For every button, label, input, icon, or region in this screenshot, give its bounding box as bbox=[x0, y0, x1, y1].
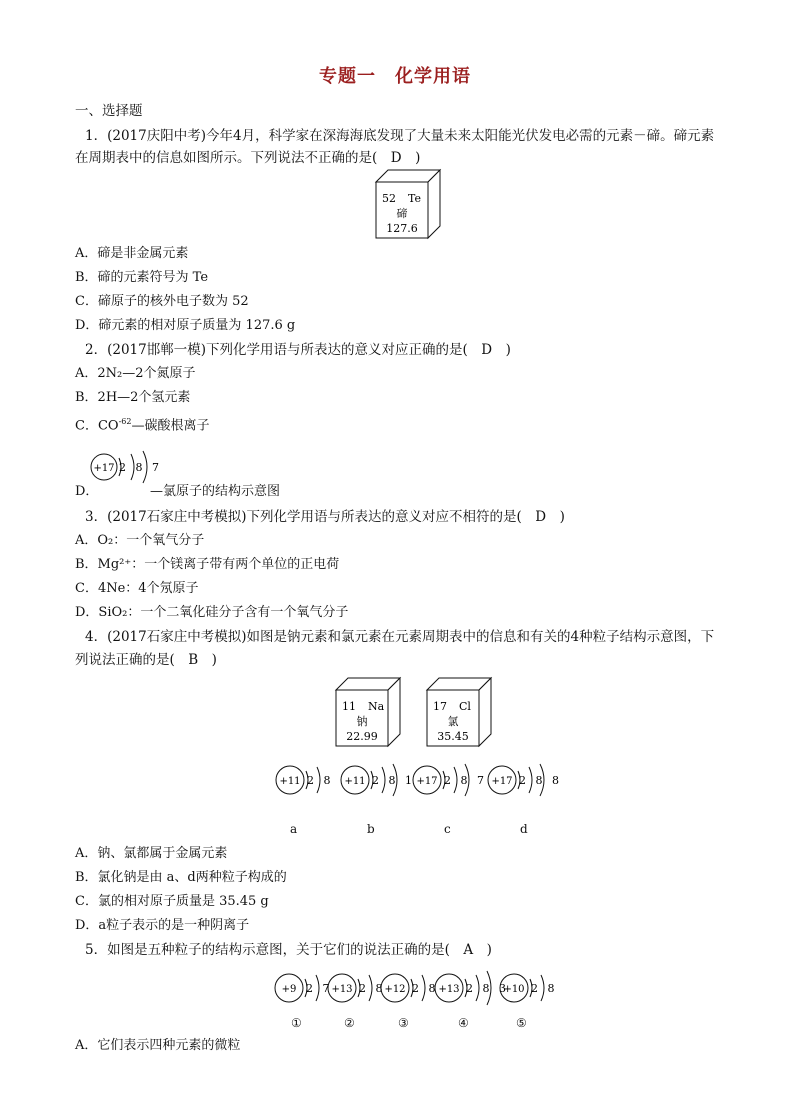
q1-stem-line2: 在周期表中的信息如图所示。下列说法不正确的是( D ) bbox=[75, 150, 421, 166]
tile-symbol: Te bbox=[408, 192, 421, 205]
svg-text:11: 11 bbox=[342, 700, 356, 713]
svg-text:+12: +12 bbox=[384, 984, 406, 995]
q5-stem: 5．如图是五种粒子的结构示意图，关于它们的说法正确的是( A ) bbox=[85, 942, 492, 958]
q1-option-d: D．碲元素的相对原子质量为 127.6 g bbox=[75, 318, 296, 333]
atom-diagram-d bbox=[487, 764, 562, 800]
atom-diagram-c bbox=[412, 764, 487, 800]
svg-text:2 8 1: 2 8 1 bbox=[372, 774, 415, 787]
svg-text:2 8: 2 8 bbox=[531, 982, 558, 995]
svg-text:+9: +9 bbox=[281, 984, 297, 995]
q2-option-b: B．2H—2个氢元素 bbox=[75, 390, 191, 405]
q4-stem-line1: 4．(2017石家庄中考模拟)如图是钠元素和氯元素在元素周期表中的信息和有关的4种粒子结构示意图，下 bbox=[85, 629, 715, 645]
q2-option-c-superscript: -62 bbox=[118, 417, 132, 426]
atom-label-4: ④ bbox=[458, 1016, 469, 1030]
svg-text:2 8: 2 8 bbox=[412, 982, 439, 995]
atom-label-b: b bbox=[367, 822, 375, 836]
svg-text:2 8 7: 2 8 7 bbox=[444, 774, 487, 787]
svg-text:2 8: 2 8 bbox=[307, 774, 334, 787]
svg-text:+10: +10 bbox=[503, 984, 525, 995]
atom-label-c: c bbox=[444, 822, 451, 836]
q4-option-c: C．氯的相对原子质量是 35.45 g bbox=[75, 894, 269, 909]
q2-option-d-label: D． bbox=[75, 484, 99, 499]
q3-option-d: D．SiO₂：一个二氧化硅分子含有一个氧气分子 bbox=[75, 605, 349, 620]
svg-text:2 8: 2 8 bbox=[359, 982, 386, 995]
atom-diagram-1 bbox=[274, 972, 334, 1006]
q3-option-c: C．4Ne：4个氖原子 bbox=[75, 581, 199, 596]
q4-option-d: D．a粒子表示的是一种阴离子 bbox=[75, 918, 250, 933]
section-heading: 一、选择题 bbox=[75, 103, 143, 119]
q2-option-c bbox=[75, 412, 209, 436]
q3-option-a: A．O₂：一个氧气分子 bbox=[75, 533, 205, 548]
element-tile-sodium bbox=[330, 676, 402, 748]
tile-name: 碲 bbox=[396, 207, 408, 220]
svg-text:氯: 氯 bbox=[447, 715, 459, 728]
tile-number: 52 bbox=[382, 192, 396, 205]
q4-stem-line2: 列说法正确的是( B ) bbox=[75, 652, 217, 668]
q2-option-c-formula: C．CO bbox=[75, 418, 119, 434]
q3-option-b: B．Mg²⁺：一个镁离子带有两个单位的正电荷 bbox=[75, 557, 340, 572]
q2-option-c-text: —碳酸根离子 bbox=[131, 418, 210, 434]
svg-text:2 8 3: 2 8 3 bbox=[466, 982, 509, 995]
svg-text:+17: +17 bbox=[416, 776, 438, 787]
svg-text:+13: +13 bbox=[331, 984, 353, 995]
atom-diagram-a bbox=[275, 764, 350, 800]
svg-text:2 8 8: 2 8 8 bbox=[519, 774, 562, 787]
q5-option-a: A．它们表示四种元素的微粒 bbox=[75, 1038, 241, 1053]
svg-text:2 7: 2 7 bbox=[306, 982, 333, 995]
atom-label-a: a bbox=[290, 822, 298, 836]
atom-label-1: ① bbox=[291, 1016, 302, 1030]
page-title: 专题一 化学用语 bbox=[319, 66, 471, 87]
atom-diagram-3 bbox=[380, 972, 440, 1006]
q2-option-d-text: —氯原子的结构示意图 bbox=[150, 484, 281, 499]
svg-text:17: 17 bbox=[433, 700, 447, 713]
element-tile-chlorine bbox=[421, 676, 493, 748]
svg-text:2 8 7: 2 8 7 bbox=[119, 461, 162, 474]
q2-stem: 2．(2017邯郸一模)下列化学用语与所表达的意义对应正确的是( D ) bbox=[85, 342, 511, 358]
atom-diagram-2 bbox=[327, 972, 387, 1006]
svg-text:Na: Na bbox=[368, 700, 385, 713]
atom-diagram-5 bbox=[499, 972, 559, 1006]
atom-label-2: ② bbox=[344, 1016, 355, 1030]
tile-mass: 127.6 bbox=[386, 222, 418, 235]
atom-label-d: d bbox=[520, 822, 528, 836]
q1-option-c: C．碲原子的核外电子数为 52 bbox=[75, 294, 249, 309]
svg-text:+11: +11 bbox=[344, 776, 366, 787]
atom-diagram-b bbox=[340, 764, 415, 800]
q4-option-b: B．氯化钠是由 a、d两种粒子构成的 bbox=[75, 870, 287, 885]
q2-option-a: A．2N₂—2个氮原子 bbox=[75, 366, 196, 381]
atom-label-5: ⑤ bbox=[516, 1016, 527, 1030]
atom-diagram-4 bbox=[434, 968, 509, 1008]
svg-text:22.99: 22.99 bbox=[346, 730, 378, 743]
q1-option-b: B．碲的元素符号为 Te bbox=[75, 270, 209, 285]
svg-text:35.45: 35.45 bbox=[437, 730, 469, 743]
atom-label-3: ③ bbox=[398, 1016, 409, 1030]
svg-text:+13: +13 bbox=[438, 984, 460, 995]
svg-text:钠: 钠 bbox=[356, 715, 368, 728]
svg-text:Cl: Cl bbox=[459, 700, 471, 713]
q3-stem: 3．(2017石家庄中考模拟)下列化学用语与所表达的意义对应不相符的是( D ) bbox=[85, 509, 565, 525]
element-tile-tellurium bbox=[370, 168, 442, 240]
svg-text:+11: +11 bbox=[279, 776, 301, 787]
q1-stem-line1: 1．(2017庆阳中考)今年4月，科学家在深海海底发现了大量未来太阳能光伏发电必需的元素－碲。碲元素 bbox=[85, 128, 715, 144]
svg-text:+17: +17 bbox=[93, 463, 115, 474]
q4-option-a: A．钠、氯都属于金属元素 bbox=[75, 846, 228, 861]
q1-option-a: A．碲是非金属元素 bbox=[75, 246, 189, 261]
svg-text:+17: +17 bbox=[491, 776, 513, 787]
